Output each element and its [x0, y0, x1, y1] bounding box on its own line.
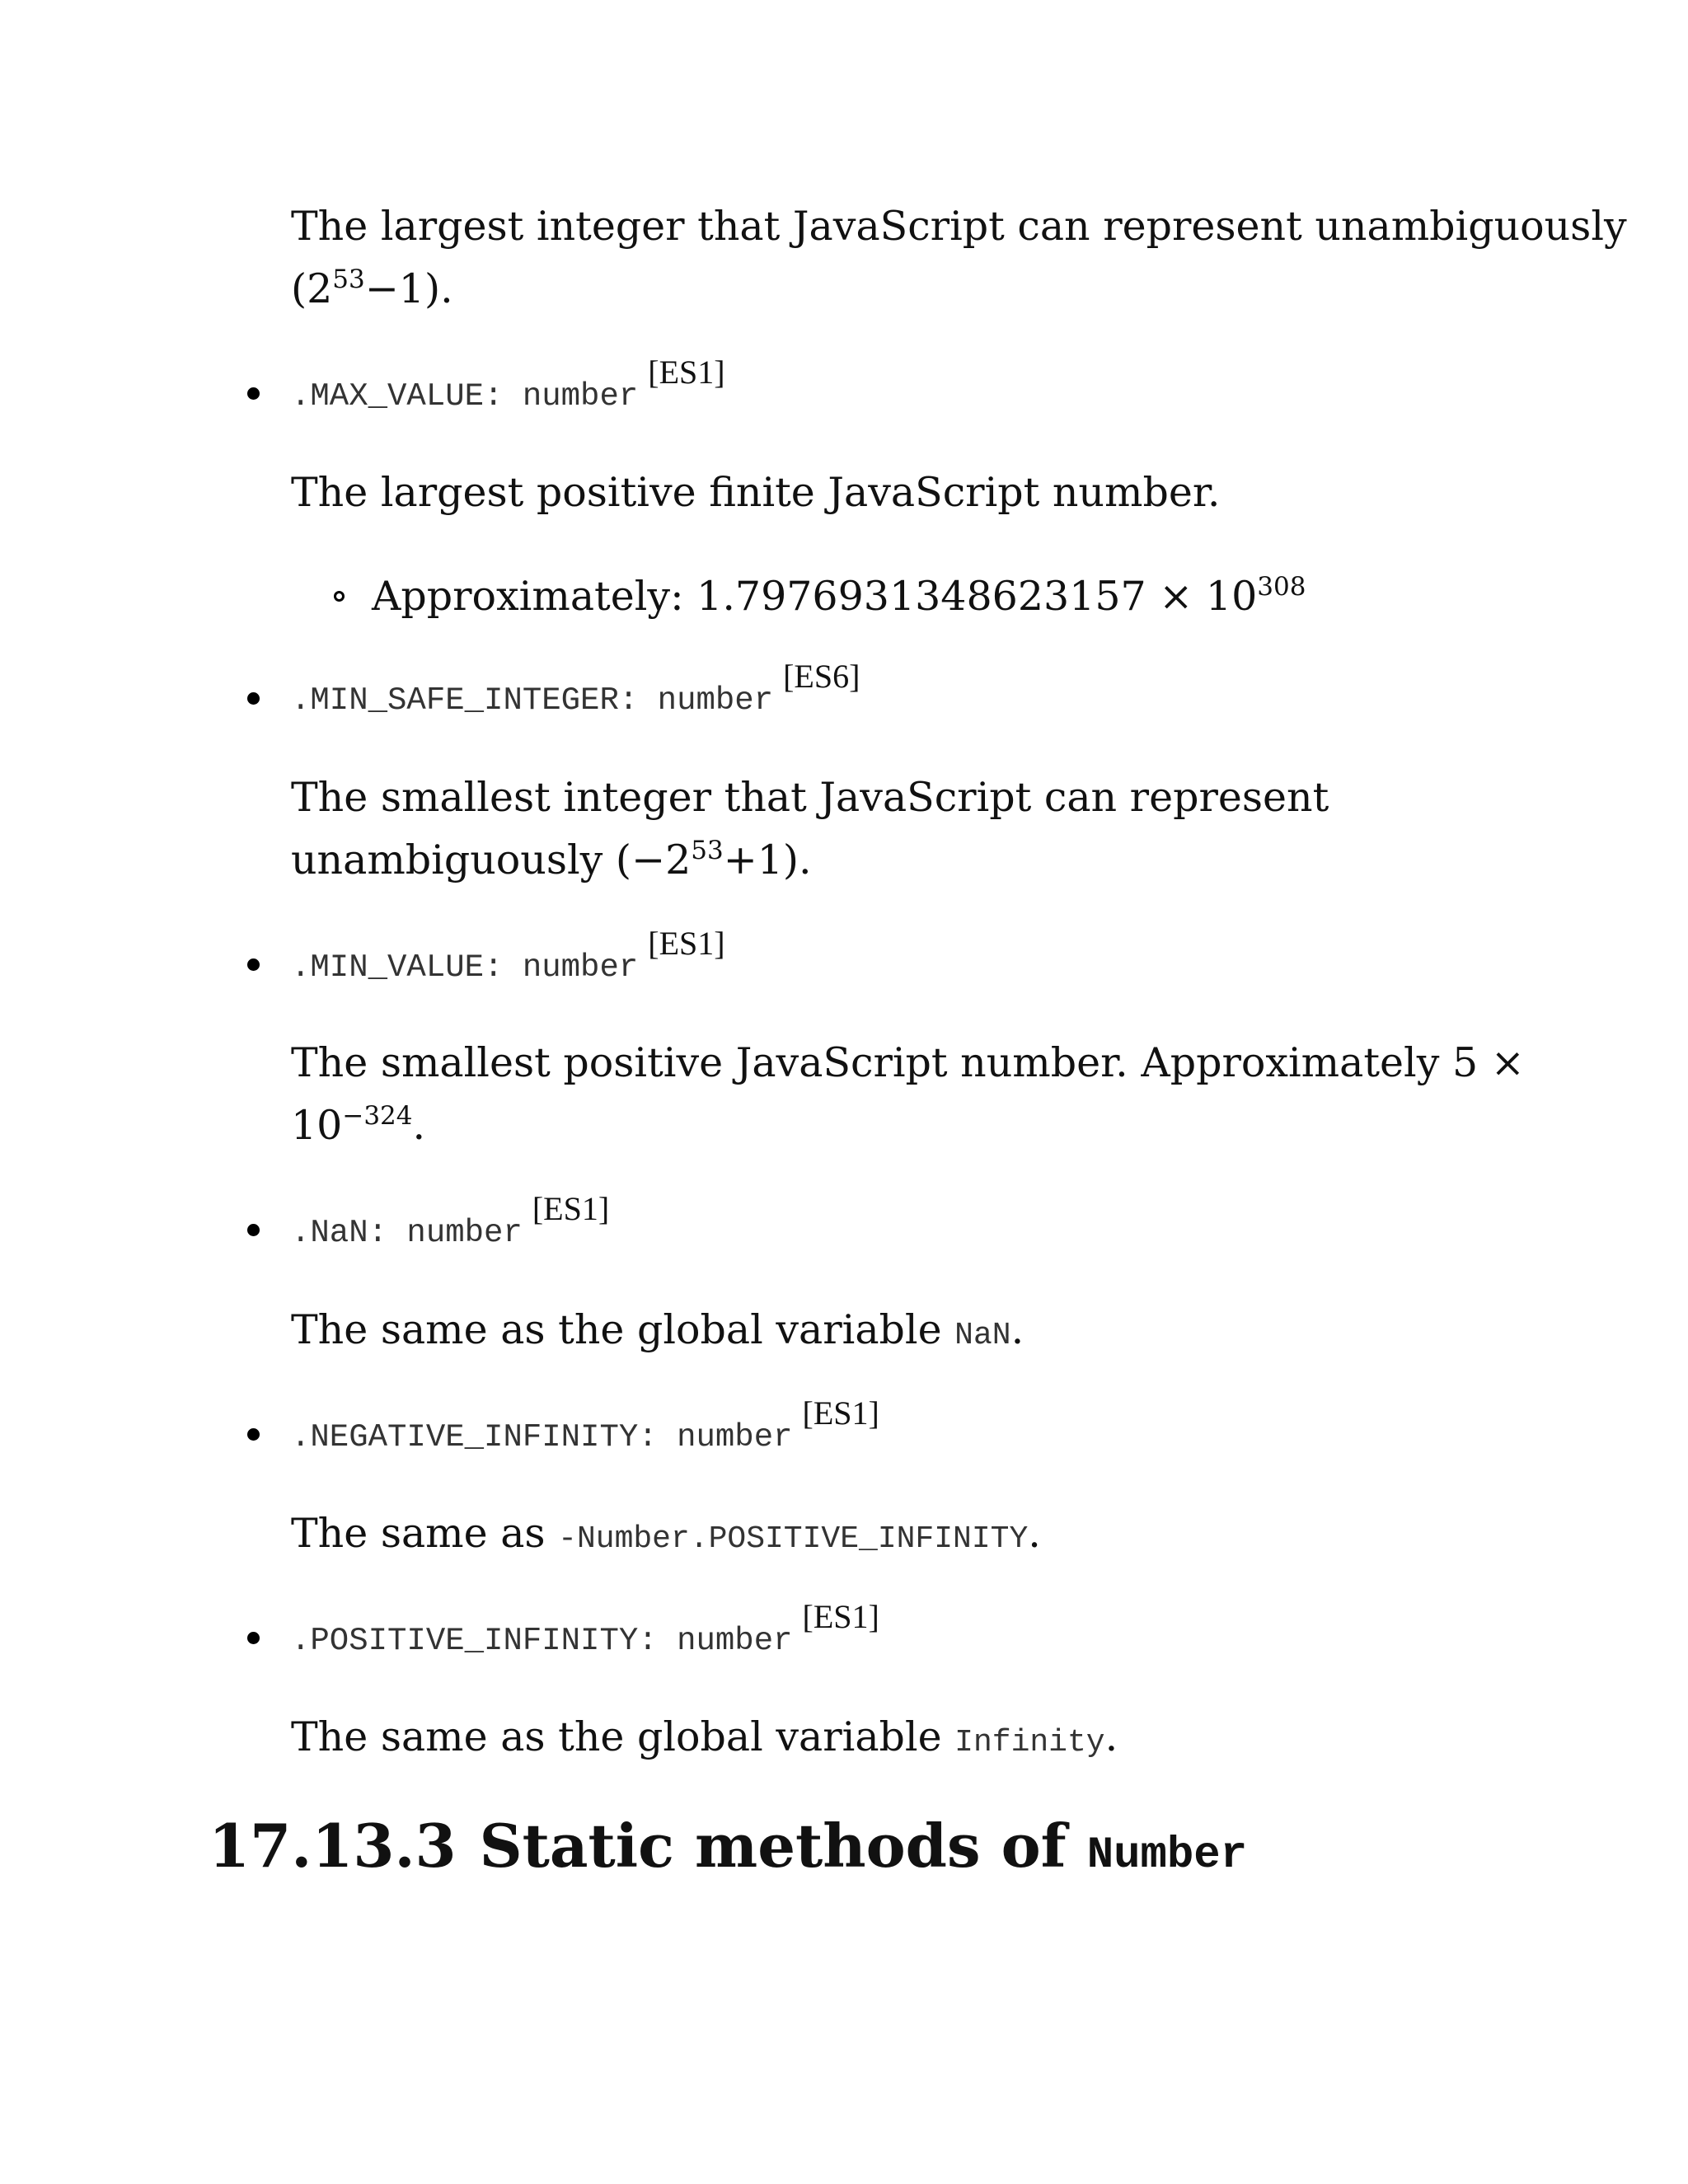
max-value-version-badge: [ES1] — [648, 354, 725, 391]
min-safe-integer-exponent: 53 — [691, 836, 724, 865]
positive-infinity-inline-code: Infinity — [954, 1725, 1105, 1760]
min-safe-integer-description-suffix: +1). — [723, 837, 812, 883]
max-safe-integer-exponent: 53 — [332, 265, 365, 294]
nan-property-line — [291, 1190, 610, 1254]
negative-infinity-inline-code: -Number.POSITIVE_INFINITY — [558, 1521, 1029, 1557]
max-value-property-line — [291, 354, 725, 417]
max-value-property-code: .MAX_VALUE: number — [291, 378, 639, 415]
positive-infinity-description-prefix: The same as the global variable — [291, 1713, 955, 1760]
nan-inline-code: NaN — [954, 1318, 1011, 1353]
negative-infinity-description-prefix: The same as — [291, 1510, 559, 1557]
max-value-approximation-prefix: Approximately: 1.7976931348623157 × 10 — [372, 573, 1258, 620]
max-value-description-text: The largest positive finite JavaScript number. — [291, 469, 1221, 516]
bullet-icon — [247, 387, 260, 400]
positive-infinity-version-badge: [ES1] — [802, 1598, 879, 1635]
nan-description — [291, 1299, 1024, 1367]
nan-description-suffix: . — [1010, 1306, 1025, 1353]
min-value-exponent: −324 — [342, 1101, 413, 1131]
bullet-icon — [247, 1632, 260, 1644]
bullet-icon — [247, 692, 260, 705]
negative-infinity-property-code: .NEGATIVE_INFINITY: number — [291, 1419, 793, 1455]
max-safe-integer-description-line-1 — [291, 195, 1627, 258]
bullet-icon — [247, 958, 260, 971]
nan-property-code: .NaN: number — [291, 1215, 523, 1251]
positive-infinity-description — [291, 1706, 1118, 1774]
min-safe-integer-description-text-1: The smallest integer that JavaScript can represent — [291, 774, 1329, 821]
max-safe-integer-description-text-1: The largest integer that JavaScript can represent unambiguously — [291, 203, 1627, 250]
nan-version-badge: [ES1] — [532, 1190, 610, 1227]
positive-infinity-property-line — [291, 1598, 879, 1661]
nan-description-prefix: The same as the global variable — [291, 1306, 955, 1353]
min-value-description-text-1: The smallest positive JavaScript number. Approximately 5 × — [291, 1039, 1525, 1086]
min-safe-integer-version-badge: [ES6] — [783, 658, 860, 695]
min-value-description-line-2 — [291, 1094, 425, 1162]
max-value-exponent: 308 — [1257, 572, 1306, 602]
max-safe-integer-description-suffix: −1). — [364, 265, 453, 312]
min-value-description-prefix: 10 — [291, 1102, 343, 1149]
min-safe-integer-property-line — [291, 658, 860, 721]
min-safe-integer-property-code: .MIN_SAFE_INTEGER: number — [291, 682, 774, 719]
positive-infinity-description-suffix: . — [1104, 1713, 1118, 1760]
min-value-property-code: .MIN_VALUE: number — [291, 949, 639, 986]
negative-infinity-description — [291, 1502, 1041, 1571]
negative-infinity-version-badge: [ES1] — [802, 1394, 879, 1432]
min-safe-integer-description-prefix: unambiguously (−2 — [291, 837, 692, 883]
bullet-icon — [247, 1428, 260, 1441]
max-value-approximation-line — [372, 565, 1306, 633]
min-value-description-suffix: . — [412, 1102, 426, 1149]
min-safe-integer-description-line-2 — [291, 829, 812, 897]
min-value-version-badge: [ES1] — [648, 925, 725, 962]
section-number: 17.13.3 — [209, 1811, 457, 1881]
max-safe-integer-description-prefix: (2 — [291, 265, 333, 312]
min-value-property-line — [291, 925, 725, 988]
max-value-description — [291, 462, 1220, 524]
min-value-description-line-1 — [291, 1032, 1525, 1094]
section-title-code: Number — [1086, 1830, 1248, 1881]
negative-infinity-property-line — [291, 1394, 879, 1458]
min-safe-integer-description-line-1 — [291, 766, 1329, 829]
positive-infinity-property-code: .POSITIVE_INFINITY: number — [291, 1623, 793, 1659]
sub-bullet-icon — [334, 591, 345, 602]
bullet-icon — [247, 1224, 260, 1236]
section-title: Static methods of — [479, 1811, 1087, 1881]
max-safe-integer-description-line-2 — [291, 258, 453, 326]
section-heading — [209, 1809, 1247, 1893]
negative-infinity-description-suffix: . — [1028, 1510, 1041, 1557]
